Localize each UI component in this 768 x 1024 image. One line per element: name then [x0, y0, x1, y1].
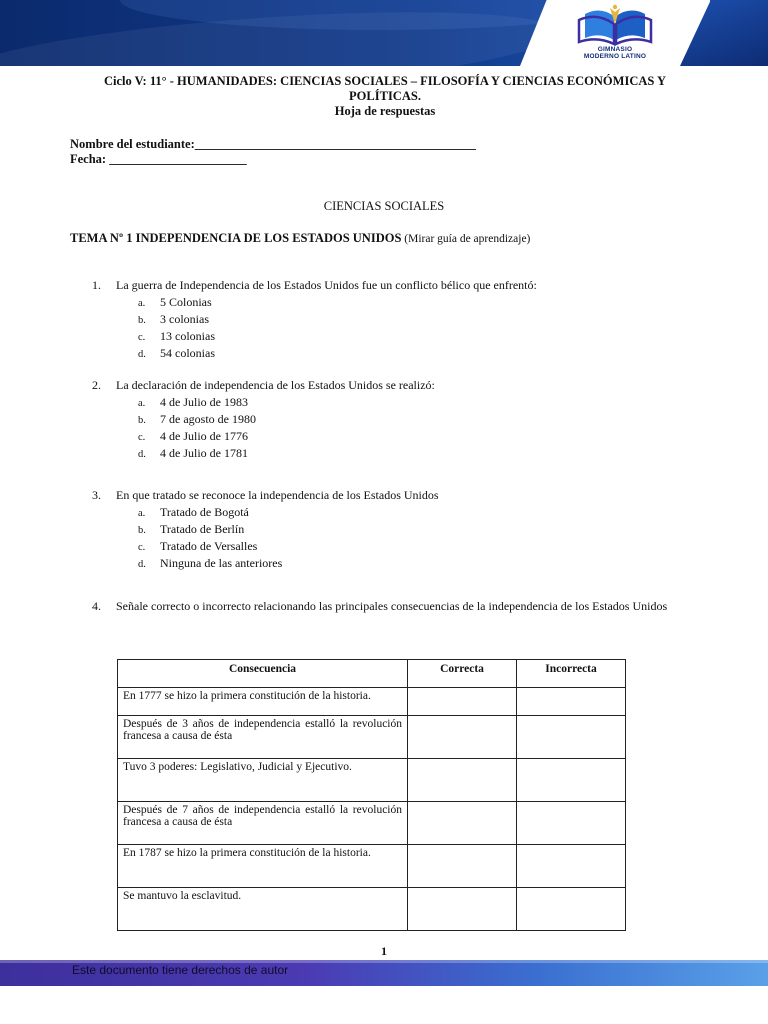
page-number: 1: [381, 944, 387, 958]
option-letter: b.: [138, 525, 146, 536]
incorrect-cell[interactable]: [517, 759, 626, 802]
option-text: 4 de Julio de 1781: [160, 446, 248, 460]
document-title: [70, 74, 700, 119]
option-text: 3 colonias: [160, 312, 209, 326]
option-list: [138, 294, 712, 362]
topic-heading: [70, 231, 530, 246]
option-a[interactable]: [138, 504, 712, 521]
option-c[interactable]: [138, 538, 712, 555]
correct-cell[interactable]: [408, 759, 517, 802]
option-text: Tratado de Versalles: [160, 539, 258, 553]
option-text: Tratado de Berlín: [160, 522, 245, 536]
table-row: [118, 802, 626, 845]
option-letter: d.: [138, 449, 146, 460]
header-banner: [0, 0, 768, 66]
question-3: [92, 487, 712, 572]
date-field[interactable]: [70, 152, 247, 167]
table-row: [118, 716, 626, 759]
open-book-icon: [575, 2, 655, 46]
table-row: [118, 888, 626, 931]
consequence-cell: Después de 3 años de independencia estalló la revolución francesa a causa de ésta: [118, 716, 408, 759]
title-subtitle: Hoja de respuestas: [334, 104, 436, 118]
question-1: [92, 277, 712, 362]
section-heading: CIENCIAS SOCIALES: [323, 199, 445, 213]
logo-text-line2: MODERNO LATINO: [583, 53, 647, 60]
consequence-cell: Se mantuvo la esclavitud.: [118, 888, 408, 931]
option-c[interactable]: [138, 328, 712, 345]
question-number: 3.: [92, 488, 101, 502]
option-letter: c.: [138, 542, 146, 553]
option-d[interactable]: [138, 345, 712, 362]
student-name-field[interactable]: [70, 137, 476, 152]
incorrect-cell[interactable]: [517, 845, 626, 888]
incorrect-cell[interactable]: [517, 688, 626, 716]
option-list: [138, 504, 712, 572]
consequence-cell: Tuvo 3 poderes: Legislativo, Judicial y Ejecutivo.: [118, 759, 408, 802]
option-a[interactable]: [138, 394, 712, 411]
student-name-blank[interactable]: _____________________________________________: [194, 137, 477, 151]
option-letter: b.: [138, 315, 146, 326]
column-header-consequence: Consecuencia: [118, 660, 408, 688]
column-header-correct: Correcta: [408, 660, 517, 688]
option-letter: a.: [138, 508, 146, 519]
option-text: 4 de Julio de 1776: [160, 429, 248, 443]
column-header-incorrect: Incorrecta: [517, 660, 626, 688]
question-2: [92, 377, 712, 462]
title-line2: POLÍTICAS.: [349, 89, 421, 103]
option-list: [138, 394, 712, 462]
correct-cell[interactable]: [408, 802, 517, 845]
date-label: Fecha:: [70, 152, 107, 166]
correct-cell[interactable]: [408, 716, 517, 759]
consequence-cell: En 1777 se hizo la primera constitución de la historia.: [118, 688, 408, 716]
option-text: 7 de agosto de 1980: [160, 412, 256, 426]
question-text: La guerra de Independencia de los Estados Unidos fue un conflicto bélico que enfrentó:: [116, 278, 537, 292]
copyright-notice: Este documento tiene derechos de autor: [72, 963, 289, 977]
option-b[interactable]: [138, 521, 712, 538]
option-letter: a.: [138, 398, 146, 409]
consequence-cell: Después de 7 años de independencia estalló la revolución francesa a causa de ésta: [118, 802, 408, 845]
option-text: 4 de Julio de 1983: [160, 395, 248, 409]
question-number: 2.: [92, 378, 101, 392]
option-text: 5 Colonias: [160, 295, 212, 309]
option-text: Tratado de Bogotá: [160, 505, 249, 519]
student-name-label: Nombre del estudiante:: [70, 137, 195, 151]
topic-note: (Mirar guía de aprendizaje): [401, 233, 531, 245]
correct-cell[interactable]: [408, 688, 517, 716]
option-letter: c.: [138, 432, 146, 443]
date-blank[interactable]: ______________________: [106, 152, 247, 166]
incorrect-cell[interactable]: [517, 802, 626, 845]
question-text: En que tratado se reconoce la independencia de los Estados Unidos: [116, 488, 439, 502]
option-b[interactable]: [138, 311, 712, 328]
option-text: Ninguna de las anteriores: [160, 556, 283, 570]
option-b[interactable]: [138, 411, 712, 428]
table-header-row: [118, 660, 626, 688]
consequence-cell: En 1787 se hizo la primera constitución de la historia.: [118, 845, 408, 888]
question-text: La declaración de independencia de los Estados Unidos se realizó:: [116, 378, 435, 392]
table-row: [118, 759, 626, 802]
incorrect-cell[interactable]: [517, 716, 626, 759]
incorrect-cell[interactable]: [517, 888, 626, 931]
question-number: 1.: [92, 278, 101, 292]
correct-cell[interactable]: [408, 845, 517, 888]
option-text: 54 colonias: [160, 346, 215, 360]
question-4: [92, 598, 704, 614]
option-letter: d.: [138, 559, 146, 570]
table-row: [118, 845, 626, 888]
title-line1: Ciclo V: 11° - HUMANIDADES: CIENCIAS SOCIALES – FILOSOFÍA Y CIENCIAS ECONÓMICAS Y: [103, 74, 667, 88]
consequences-table: [117, 659, 626, 931]
school-logo: [560, 2, 670, 64]
option-letter: c.: [138, 332, 146, 343]
option-text: 13 colonias: [160, 329, 215, 343]
table-row: [118, 688, 626, 716]
question-text: Señale correcto o incorrecto relacionando las principales consecuencias de la independencia de los Estados Unidos: [116, 599, 668, 613]
option-letter: a.: [138, 298, 146, 309]
option-c[interactable]: [138, 428, 712, 445]
option-d[interactable]: [138, 555, 712, 572]
option-letter: d.: [138, 349, 146, 360]
option-a[interactable]: [138, 294, 712, 311]
option-d[interactable]: [138, 445, 712, 462]
topic-title: TEMA Nº 1 INDEPENDENCIA DE LOS ESTADOS UNIDOS: [70, 231, 402, 245]
option-letter: b.: [138, 415, 146, 426]
question-number: 4.: [92, 599, 101, 613]
correct-cell[interactable]: [408, 888, 517, 931]
logo-text-line1: GIMNASIO: [597, 46, 633, 53]
